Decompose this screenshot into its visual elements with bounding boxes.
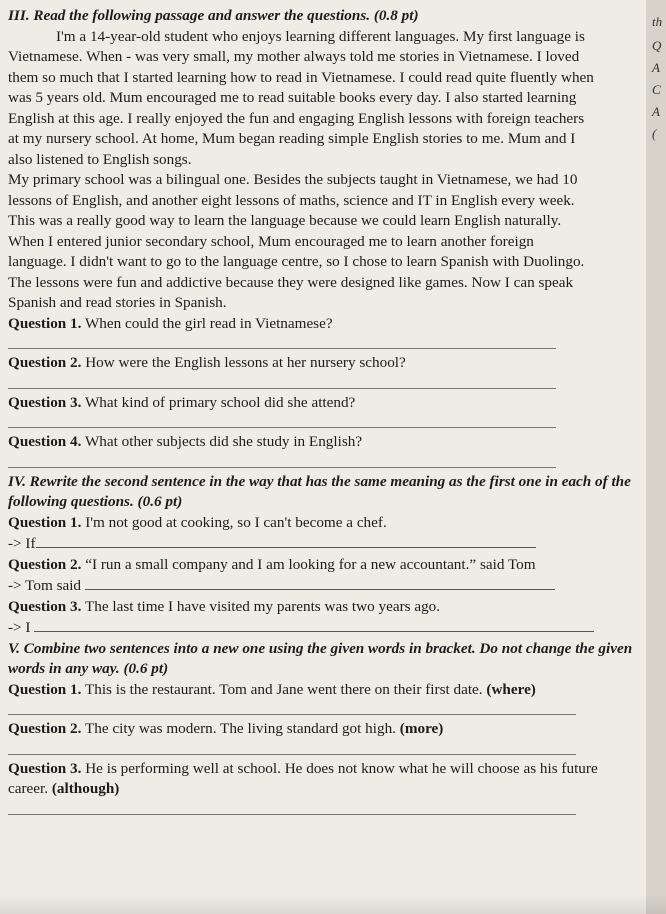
section4-item [8, 513, 636, 555]
passage-line: The lessons were fun and addictive because they were designed like games. Now I can speak [8, 273, 574, 291]
question-label: Question 1. [8, 513, 82, 531]
margin-glyph: A [652, 104, 660, 119]
passage-line: This was a really good way to learn the language because we could learn English naturally. [8, 212, 562, 229]
section3-question [8, 393, 636, 429]
bracket-hint: (where) [486, 680, 536, 698]
rewrite-prompt: -> Tom said [8, 577, 82, 594]
answer-line[interactable] [8, 336, 556, 349]
rewrite-prompt: -> I [8, 619, 31, 636]
passage-line: lessons of English, and another eight lessons of maths, science and IT in English every week. [8, 191, 575, 209]
answer-line[interactable] [8, 702, 576, 715]
passage-line: also listened to English songs. [8, 150, 192, 168]
section3-question [8, 353, 636, 389]
margin-glyph: C [652, 82, 661, 97]
bracket-hint: (although) [51, 780, 120, 797]
question-label: Question 1. [8, 314, 82, 332]
section4-item [8, 555, 636, 597]
question-text: This is the restaurant. Tom and Jane went there on their first date. [84, 680, 483, 698]
section3-question [8, 314, 636, 350]
rewrite-line[interactable] [34, 617, 594, 632]
question-label: Question 3. [8, 597, 82, 615]
answer-line[interactable] [8, 802, 576, 815]
question-text: The last time I have visited my parents was two years ago. [84, 597, 441, 615]
passage-line: I'm a 14-year-old student who enjoys learning different languages. My first language is [56, 27, 585, 45]
margin-glyph: A [652, 60, 660, 75]
passage [8, 27, 636, 314]
passage-line: Vietnamese. When - was very small, my mother always told me stories in Vietnamese. I loved [8, 48, 580, 65]
answer-line[interactable] [8, 455, 556, 468]
bracket-hint: (more) [399, 720, 444, 737]
margin-glyph: ( [652, 126, 657, 141]
rewrite-line[interactable] [85, 575, 555, 590]
passage-line: language. I didn't want to go to the language centre, so I chose to learn Spanish with Duolingo. [8, 253, 585, 270]
section5-item [8, 719, 636, 755]
question-text: He is performing well at school. He does not know what he will choose as his future career. [8, 759, 598, 797]
passage-line: was 5 years old. Mum encouraged me to read suitable books every day. I also started learning [8, 89, 577, 106]
adjacent-page-edge [646, 0, 666, 914]
section5-item [8, 759, 636, 815]
answer-line[interactable] [8, 742, 576, 755]
question-text: When could the girl read in Vietnamese? [84, 314, 333, 332]
section5-title: V. Combine two sentences into a new one using the given words in bracket. Do not change the given words in any way. (0.6 pt) [8, 639, 633, 677]
question-label: Question 2. [8, 354, 82, 371]
question-label: Question 3. [8, 393, 82, 411]
question-text: How were the English lessons at her nursery school? [85, 354, 406, 371]
passage-line: English at this age. I really enjoyed the fun and engaging English lessons with foreign teachers [8, 109, 585, 127]
rewrite-line[interactable] [36, 533, 536, 548]
margin-glyph: Q [652, 38, 662, 53]
section4-item [8, 597, 636, 639]
answer-line[interactable] [8, 376, 556, 389]
section3-question [8, 432, 636, 468]
passage-line: When I entered junior secondary school, Mum encouraged me to learn another foreign [8, 232, 534, 250]
bottom-shadow [0, 894, 666, 914]
section4-title: IV. Rewrite the second sentence in the way that has the same meaning as the first one in each of the following questions. (0.6 pt) [8, 472, 631, 510]
passage-line: Spanish and read stories in Spanish. [8, 294, 227, 311]
question-label: Question 2. [8, 720, 82, 737]
answer-line[interactable] [8, 415, 556, 428]
question-label: Question 1. [8, 680, 82, 698]
passage-line: My primary school was a bilingual one. Besides the subjects taught in Vietnamese, we had 10 [8, 171, 578, 188]
passage-line: at my nursery school. At home, Mum began reading simple English stories to me. Mum and I [8, 130, 576, 147]
question-label: Question 3. [8, 759, 82, 777]
margin-glyph: th [652, 14, 663, 29]
question-text: The city was modern. The living standard got high. [84, 720, 396, 737]
question-label: Question 4. [8, 433, 82, 450]
question-text: What other subjects did she study in English? [84, 433, 363, 450]
question-text: I'm not good at cooking, so I can't become a chef. [85, 513, 387, 531]
question-text: “I run a small company and I am looking for a new accountant.” said Tom [85, 555, 536, 573]
section3-title: III. Read the following passage and answer the questions. (0.8 pt) [8, 7, 419, 24]
question-label: Question 2. [8, 555, 82, 573]
section5-item [8, 680, 636, 716]
passage-line: them so much that I started learning how to read in Vietnamese. I could read quite fluently when [8, 68, 594, 86]
rewrite-prompt: -> If [8, 535, 36, 552]
question-text: What kind of primary school did she attend? [84, 393, 356, 411]
